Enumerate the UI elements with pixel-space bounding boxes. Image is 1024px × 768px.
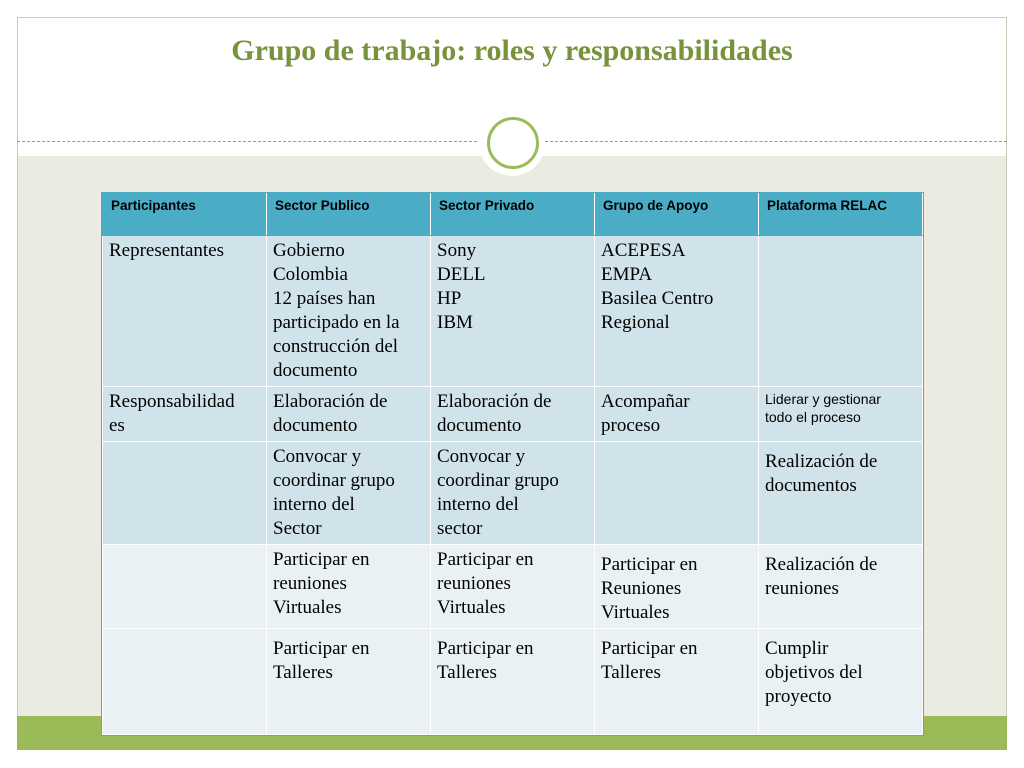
cell-line: Acompañar — [601, 391, 690, 412]
table-cell — [431, 545, 595, 629]
cell-line: sector — [437, 518, 483, 539]
header-plataforma-relac: Plataforma RELAC — [759, 194, 923, 236]
cell-line: DELL — [437, 264, 486, 285]
cell-line: Talleres — [601, 662, 661, 683]
table-cell — [267, 545, 431, 629]
table-cell — [267, 236, 431, 387]
table-cell — [103, 236, 267, 387]
table-header-row — [103, 194, 923, 236]
table-cell — [267, 387, 431, 442]
header-participantes: Participantes — [103, 194, 267, 236]
cell-line: proceso — [601, 415, 661, 436]
slide-title: Grupo de trabajo: roles y responsabilidades — [231, 34, 793, 67]
cell-line: documentos — [765, 475, 857, 496]
table-cell — [431, 236, 595, 387]
cell-line: Realización de — [765, 554, 878, 575]
cell-line: Sector — [273, 518, 322, 539]
cell-line: Convocar y — [437, 446, 526, 467]
header-sector-publico: Sector Publico — [267, 194, 431, 236]
table-cell — [431, 442, 595, 545]
table-cell — [431, 629, 595, 735]
cell-line: reuniones — [765, 578, 839, 599]
cell-line: Participar en — [601, 638, 698, 659]
table-cell — [759, 629, 923, 735]
table-cell — [595, 629, 759, 735]
table-row — [103, 629, 923, 735]
cell-line: Participar en — [437, 549, 534, 570]
cell-line: objetivos del — [765, 662, 863, 683]
table-cell — [595, 442, 759, 545]
divider-left — [17, 141, 482, 142]
table-cell — [595, 236, 759, 387]
cell-line: Sony — [437, 240, 477, 261]
table-cell — [103, 629, 267, 735]
table-cell — [759, 545, 923, 629]
table-cell — [103, 545, 267, 629]
cell-line: reuniones — [437, 573, 511, 594]
table-cell — [103, 387, 267, 442]
cell-line: Liderar y gestionar — [765, 391, 881, 407]
table-row — [103, 442, 923, 545]
cell-line: Talleres — [273, 662, 333, 683]
table-row — [103, 545, 923, 629]
cell-line: Reuniones — [601, 578, 682, 599]
cell-line: construcción del — [273, 336, 399, 357]
cell-text: Representantes — [109, 240, 225, 261]
cell-line: Virtuales — [437, 597, 506, 618]
cell-line: Talleres — [437, 662, 497, 683]
decorative-circle-icon — [487, 117, 539, 169]
table-cell — [759, 387, 923, 442]
divider-right — [545, 141, 1007, 142]
cell-line: Participar en — [601, 554, 698, 575]
cell-line: coordinar grupo — [273, 470, 395, 491]
cell-line: es — [109, 415, 125, 436]
header-sector-privado: Sector Privado — [431, 194, 595, 236]
cell-line: Gobierno — [273, 240, 345, 261]
cell-line: Regional — [601, 312, 670, 333]
table-cell — [759, 236, 923, 387]
cell-line: reuniones — [273, 573, 347, 594]
cell-line: ACEPESA — [601, 240, 686, 261]
cell-line: documento — [273, 415, 358, 436]
table-row — [103, 387, 923, 442]
cell-line: interno del — [273, 494, 355, 515]
cell-line: Participar en — [273, 549, 370, 570]
cell-line: todo el proceso — [765, 409, 861, 425]
cell-line: documento — [437, 415, 522, 436]
table-cell — [759, 442, 923, 545]
roles-table — [102, 193, 923, 735]
cell-line: interno del — [437, 494, 519, 515]
cell-line: Participar en — [273, 638, 370, 659]
table-cell — [595, 387, 759, 442]
cell-line: Cumplir — [765, 638, 829, 659]
cell-line: Responsabilidad — [109, 391, 235, 412]
cell-line: Basilea Centro — [601, 288, 714, 309]
cell-line: IBM — [437, 312, 473, 333]
cell-line: participado en la — [273, 312, 400, 333]
table-cell — [267, 629, 431, 735]
table-cell — [267, 442, 431, 545]
cell-line: Elaboración de — [273, 391, 388, 412]
table-cell — [595, 545, 759, 629]
header-grupo-apoyo: Grupo de Apoyo — [595, 194, 759, 236]
table-row — [103, 236, 923, 387]
cell-line: Convocar y — [273, 446, 362, 467]
cell-line: documento — [273, 360, 358, 381]
cell-line: HP — [437, 288, 462, 309]
cell-line: EMPA — [601, 264, 653, 285]
cell-line: coordinar grupo — [437, 470, 559, 491]
cell-line: 12 países han — [273, 288, 376, 309]
cell-line: Colombia — [273, 264, 348, 285]
table-cell — [103, 442, 267, 545]
cell-line: Participar en — [437, 638, 534, 659]
table-cell — [431, 387, 595, 442]
cell-line: Realización de — [765, 451, 878, 472]
cell-line: Virtuales — [273, 597, 342, 618]
cell-line: Virtuales — [601, 602, 670, 623]
cell-line: proyecto — [765, 686, 832, 707]
cell-line: Elaboración de — [437, 391, 552, 412]
